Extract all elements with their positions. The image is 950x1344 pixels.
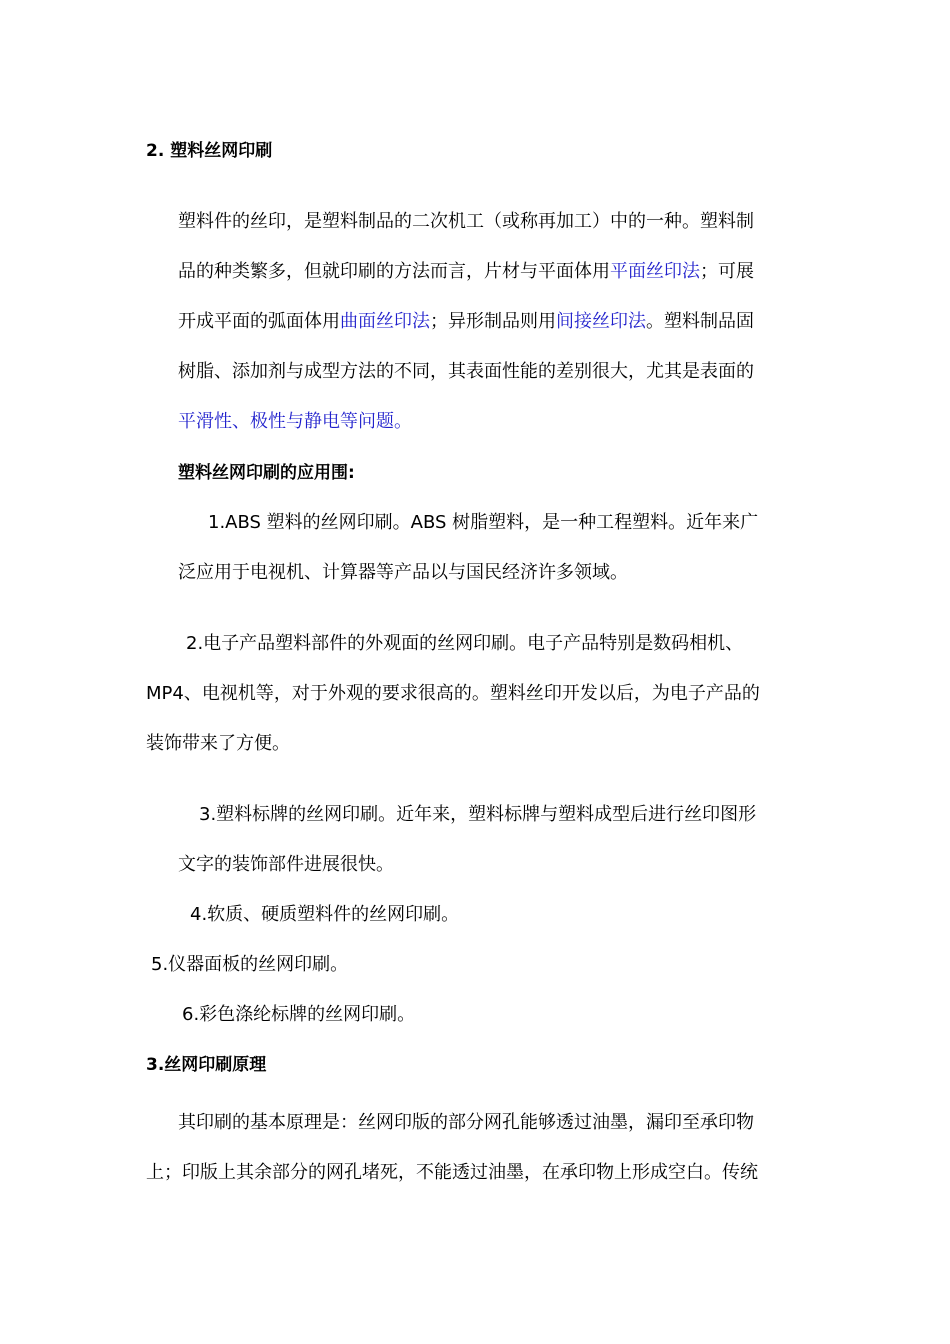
link-smoothness-polarity[interactable]: 平滑性、极性与静电等问题。: [178, 411, 412, 432]
list-item-1-line: 1.ABS 塑料的丝网印刷。ABS 树脂塑料，是一种工程塑料。近年来广: [208, 512, 759, 533]
text-span: ；可展: [700, 261, 754, 282]
list-item-3-line: 3.塑料标牌的丝网印刷。近年来，塑料标牌与塑料成型后进行丝印图形: [199, 804, 757, 825]
scope-heading: 塑料丝网印刷的应用围:: [178, 463, 355, 483]
link-indirect-screen-printing[interactable]: 间接丝印法: [556, 311, 646, 332]
text-span: 开成平面的弧面体用: [178, 311, 340, 332]
list-item-1-line: 泛应用于电视机、计算器等产品以与国民经济许多领域。: [178, 562, 628, 583]
list-item-4: 4.软质、硬质塑料件的丝网印刷。: [190, 904, 460, 925]
paragraph-line: 其印刷的基本原理是：丝网印版的部分网孔能够透过油墨，漏印至承印物: [178, 1112, 754, 1133]
text-span: 品的种类繁多，但就印刷的方法而言，片材与平面体用: [178, 261, 610, 282]
link-curved-screen-printing[interactable]: 曲面丝印法: [340, 311, 430, 332]
section-2-heading: 2. 塑料丝网印刷: [146, 141, 273, 161]
paragraph-line: [178, 260, 754, 284]
section-3-heading: 3.丝网印刷原理: [146, 1055, 267, 1075]
list-item-6: 6.彩色涤纶标牌的丝网印刷。: [182, 1004, 416, 1025]
paragraph-line: [178, 310, 754, 334]
text-span: 。塑料制品固: [646, 311, 754, 332]
link-flat-screen-printing[interactable]: 平面丝印法: [610, 261, 700, 282]
list-item-2-line: 2.电子产品塑料部件的外观面的丝网印刷。电子产品特别是数码相机、: [186, 633, 744, 654]
list-item-2-line: MP4、电视机等，对于外观的要求很高的。塑料丝印开发以后，为电子产品的: [146, 683, 760, 704]
list-item-5: 5.仪器面板的丝网印刷。: [151, 954, 349, 975]
paragraph-line: 树脂、添加剂与成型方法的不同，其表面性能的差别很大，尤其是表面的: [178, 361, 754, 382]
list-item-3-line: 文字的装饰部件进展很快。: [178, 854, 394, 875]
paragraph-line: 塑料件的丝印，是塑料制品的二次机工（或称再加工）中的一种。塑料制: [178, 211, 754, 232]
paragraph-line: 上；印版上其余部分的网孔堵死，不能透过油墨，在承印物上形成空白。传统: [146, 1162, 758, 1183]
list-item-2-line: 装饰带来了方便。: [146, 733, 290, 754]
text-span: ；异形制品则用: [430, 311, 556, 332]
